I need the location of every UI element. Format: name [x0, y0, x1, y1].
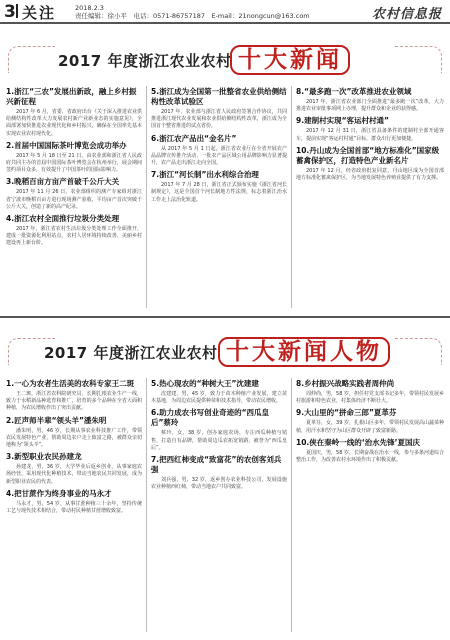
news-column-3 [296, 84, 444, 312]
column-divider [291, 86, 292, 308]
page-number: 3 [4, 2, 16, 22]
news-headline: 9.建制村实现“客运村村通” [296, 116, 389, 126]
person-item [6, 489, 142, 515]
news-item [151, 170, 287, 204]
person-item [6, 379, 142, 413]
news-headline: 10.丹山成为全国首部“地方标准化”国家级蓄禽保护区，打造特色产业新名片 [296, 145, 440, 165]
header-meta [75, 4, 310, 20]
page-header [0, 0, 450, 24]
news-body: 2017 年 5 月 18 日至 21 日，由农业部和浙江省人民政府共同主办的首届中国国际茶叶博览会在杭州举行，展会期间签约项目众多，有效提升了中国茶叶的国际影响力。 [6, 152, 142, 174]
newspaper-logo: 农村信息报 [371, 7, 442, 22]
person-body: 潘朱明，男，46 岁，长期从事农业科技推广工作，带领农民发展特色产业，帮助周边农户走上致富之路，被群众亲切地称为“领头羊”。 [6, 427, 142, 449]
news-column-2 [151, 84, 287, 312]
news-banner-title: 2017 年度浙江农业农村 [58, 52, 232, 70]
news-headline: 6.浙江农产品出“金名片” [151, 133, 237, 143]
news-headline: 5.浙江成为全国第一批整省农业供给侧结构性改革试验区 [151, 87, 287, 106]
person-headline: 8.乡村振兴战略实践者周仲尚 [296, 379, 395, 388]
news-body: 2017 年 7 月 28 日，浙江省正式颁布实施《浙江省河长制规定》，这是全国首个河长制地方性法规，标志着浙江治水工作走上法治化轨道。 [151, 182, 287, 203]
news-body: 从 2017 年 5 月 1 日起，浙江省农业厅在全省开展农产品品牌宣传推介活动，一批农产品区域公用品牌影响力显著提升，农产品走出浙江走向全国。 [151, 145, 287, 167]
person-body: 沈建建，男，45 岁，致力于苗木种植产业发展，建立苗木基地，为周边农民提供种苗和技术指导，带动农民增收。 [151, 391, 287, 405]
person-headline: 4.把甘蔗作为终身事业的马永才 [6, 488, 112, 498]
header-rule [0, 22, 450, 24]
column-divider [146, 86, 147, 308]
column-divider [146, 378, 147, 632]
news-headline: 2.首届中国国际茶叶博览会成功举办 [6, 140, 127, 150]
banner-ornament-right [395, 338, 442, 365]
issue-date: 2018.2.3 [75, 4, 104, 12]
section-title: 关注 [22, 4, 57, 22]
news-headline: 1.浙江“三农”发展出新政，融上乡村振兴新征程 [6, 87, 137, 106]
person-headline: 1.一心为农者生活美的农科专家王二斑 [6, 379, 135, 388]
person-body: 周仲尚，男，58 岁，担任村党支部书记多年，带领村民发展乡村旅游和特色农业，村集体经济不断壮大。 [296, 391, 444, 405]
news-headline: 4.浙江农村全面推行垃圾分类处理 [6, 214, 120, 224]
editor-contact: 责任编辑：徐小平 电话：0571-86757187 E-mail：21nongcun@163.com [75, 12, 310, 20]
news-item [6, 141, 142, 175]
news-column-1 [6, 84, 142, 312]
news-body: 2017 年 6 月，省委、省政府出台《关于深入推进农业供给侧结构性改革大力发展农村新产业新业态的实施意见》，全面部署加快推进农业现代化和乡村振兴，确保在全国率先基本实现农业农村现代化。 [6, 109, 142, 137]
people-banner-title: 2017 年度浙江农业农村 [44, 344, 218, 362]
person-body: 王二斑，浙江省农科院研究员，长期扎根农业生产一线，致力于水稻新品种选育和推广，培育的多个品种在全省大面积种植，为农民增收作出了突出贡献。 [6, 391, 142, 412]
news-body: 2017 年 12 月，经省政府批复同意，丹山地区成为全国首部地方标准化蓄禽保护区，为当地发展特色养殖业提供了有力支撑。 [296, 167, 444, 182]
person-headline: 6.助力成农书写创业奇迹的“西瓜皇后”蔡玲 [151, 408, 269, 428]
person-item [296, 379, 444, 405]
people-column-3 [296, 376, 444, 634]
person-headline: 7.把西红柿变成“致富花”的农创客刘兵强 [151, 455, 282, 475]
person-body: 夏革芬，女，39 岁，扎根山区多年，带领村民发展高山蔬菜种植，用汗水和坚守为山区群众开辟了致富新路。 [296, 420, 444, 434]
person-item [151, 455, 287, 491]
people-column-1 [6, 376, 142, 634]
banner-ornament-left [8, 46, 55, 73]
person-item [6, 452, 142, 486]
person-item [296, 408, 444, 434]
news-banner-emphasis: 十大新闻 [230, 45, 350, 75]
person-body: 刘兵强，男，32 岁，返乡创办农业科技公司，发展设施农业种植西红柿，带动当地农户共同致富。 [151, 477, 287, 491]
news-item [6, 87, 142, 138]
news-item [6, 214, 142, 248]
person-headline: 5.热心现农的“种树大王”沈建建 [151, 379, 259, 388]
news-headline: 8.“最多跑一次”改革推进农业领域 [296, 87, 412, 96]
person-body: 蔡玲，女，38 岁，创办家庭农场，专注西瓜种植与销售，打造自有品牌，帮助周边瓜农拓宽销路，被誉为“西瓜皇后”。 [151, 430, 287, 451]
person-item [6, 416, 142, 450]
person-headline: 3.新型职业农民孙建龙 [6, 452, 82, 462]
news-body: 2017 年 12 月 31 日，浙江省具备条件的建制村全部开通客车，提前实现“客运村村通”目标，群众出行更加便捷。 [296, 128, 444, 142]
header-divider [16, 4, 18, 18]
column-divider [291, 378, 292, 632]
person-item [151, 408, 287, 452]
news-headline: 3.晚稻百亩方亩产首破千公斤大关 [6, 177, 120, 187]
news-item [296, 116, 444, 142]
news-headline: 7.浙江“河长制”出水利综合治理 [151, 170, 259, 180]
news-body: 2017 年 11 月 26 日，农业部组织的测产专家组对浙江省宁波市晚稻百亩方进行现场测产验收，平均亩产首次突破千公斤大关，创造了新的高产纪录。 [6, 189, 142, 210]
person-body: 马永才，男，54 岁，从事甘蔗种植三十余年，坚持传统工艺与现代技术相结合，带动村民种植甘蔗增收致富。 [6, 500, 142, 515]
news-item [6, 177, 142, 211]
person-item [151, 379, 287, 405]
news-banner [0, 36, 450, 80]
person-headline: 9.大山里的“拼命三郎”夏革芬 [296, 408, 397, 418]
banner-ornament-right [395, 46, 442, 73]
person-headline: 10.侠在秦岭一线的‘治水先锋’夏国庆 [296, 437, 420, 447]
person-item [296, 438, 444, 464]
news-item [151, 87, 287, 131]
news-body: 2017 年，浙江省农村生活垃圾分类处理工作全面推开，建成一批资源化利用站点，农村人居环境持续改善，美丽乡村建设再上新台阶。 [6, 226, 142, 247]
news-body: 2017 年，农业部与浙江省人民政府签署合作协议，共同推进浙江现代农业发展和农业供给侧结构性改革，浙江成为全国首个整省推进的试点省份。 [151, 109, 287, 130]
person-body: 夏国庆，男，58 岁，长期奋战在治水一线，参与多条河道综合整治工作，为改善农村水环境作出了积极贡献。 [296, 449, 444, 464]
news-body: 2017 年，浙江省农业部门全面推进“最多跑一次”改革，大力推进农业审批事项网上办理，提升群众和企业的获得感。 [296, 99, 444, 113]
person-body: 孙建龙，男，36 岁，大学毕业后返乡创业，从事家庭农场经营，采用现代化种植技术，带动当地农民共同发展，成为新型职业农民的代表。 [6, 464, 142, 485]
person-headline: 2.匠声师半辈“领头羊”潘朱明 [6, 415, 107, 425]
news-item [151, 134, 287, 168]
people-banner-emphasis: 十大新闻人物 [218, 337, 390, 367]
people-banner [0, 328, 450, 372]
news-item [296, 87, 444, 113]
news-item [296, 146, 444, 182]
section-rule [0, 316, 450, 318]
people-column-2 [151, 376, 287, 634]
